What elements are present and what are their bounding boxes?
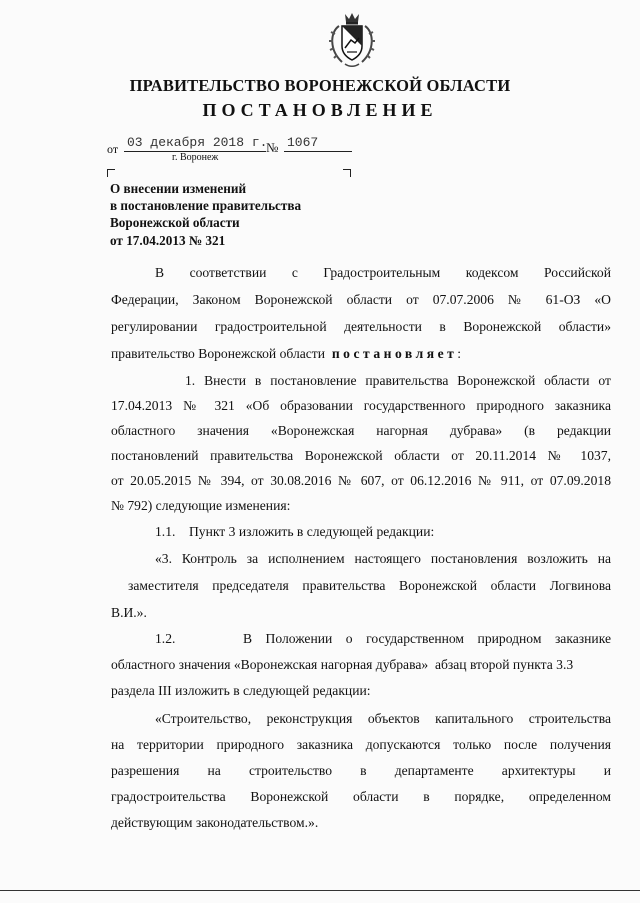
quote-1-line: В.И.».: [111, 605, 147, 620]
organization-name: ПРАВИТЕЛЬСТВО ВОРОНЕЖСКОЙ ОБЛАСТИ: [129, 76, 511, 95]
item-1-1-line: 1.1. Пункт 3 изложить в следующей редакции:: [155, 524, 435, 539]
page-bottom-rule: [0, 890, 640, 891]
item-1-line: от 20.05.2015 № 394, от 30.08.2016 № 607, от 06.12.2016 № 911, от 07.09.2018: [111, 473, 611, 488]
subject-line: Воронежской области: [110, 215, 240, 231]
quote-2-line: градостроительства Воронежской области в порядке, определенном: [111, 789, 611, 804]
item-1-line: 1. Внести в постановление правительства Воронежской области от: [185, 373, 611, 388]
quote-1-line: «3. Контроль за исполнением настоящего постановления возложить на: [155, 551, 611, 566]
subject-line: в постановление правительства: [110, 198, 302, 214]
item-1-line: областного значения «Воронежская нагорная дубрава» (в редакции: [111, 423, 611, 438]
item-1-line: № 792) следующие изменения:: [111, 498, 291, 513]
quote-2-line: разрешения на строительство в департаменте архитектуры и: [111, 763, 611, 778]
item-1-2-line: 1.2. В Положении о государственном природном заказнике: [155, 631, 611, 646]
quote-2-line: действующим законодательством.».: [111, 815, 319, 830]
item-1-line: 17.04.2013 № 321 «Об образовании государственного природного заказника: [111, 398, 611, 413]
resolving-body: правительство Воронежской области: [111, 346, 326, 361]
document-date: 03 декабря 2018 г.: [127, 135, 268, 150]
number-underline: [284, 151, 352, 152]
preamble-line: Федерации, Законом Воронежской области от 07.07.2006 № 61-ОЗ «О: [111, 292, 611, 307]
document-subject: [110, 180, 370, 249]
corner-mark-right: [343, 169, 351, 177]
preamble-line: В соответствии с Градостроительным кодексом Российской: [155, 265, 611, 280]
preamble-line: регулировании градостроительной деятельности в Воронежской области»: [111, 319, 611, 334]
resolves-word: постановляет: [331, 346, 458, 361]
item-1-2-line: раздела III изложить в следующей редакции:: [111, 683, 371, 698]
resolves-colon: :: [457, 346, 462, 361]
subject-line: О внесении изменений: [110, 181, 247, 196]
item-1-2-line: областного значения «Воронежская нагорная дубрава» абзац второй пункта 3.3: [111, 657, 574, 672]
quote-2-line: на территории природного заказника допускаются только после получения: [111, 737, 611, 752]
item-1-line: постановлений правительства Воронежской области от 20.11.2014 № 1037,: [111, 448, 611, 463]
preamble-resolution-line: [111, 345, 461, 363]
date-prefix: от: [107, 142, 119, 156]
city: г. Воронеж: [172, 152, 219, 163]
coat-of-arms-icon: [325, 10, 379, 68]
document-number: 1067: [287, 135, 319, 150]
number-label: №: [266, 140, 279, 155]
document-type: ПОСТАНОВЛЕНИЕ: [202, 100, 438, 120]
quote-1-line: заместителя председателя правительства Воронежской области Логвинова: [128, 578, 611, 593]
corner-mark-left: [107, 169, 115, 177]
quote-2-line: «Строительство, реконструкция объектов капитального строительства: [155, 711, 611, 726]
subject-line: от 17.04.2013 № 321: [110, 232, 226, 248]
